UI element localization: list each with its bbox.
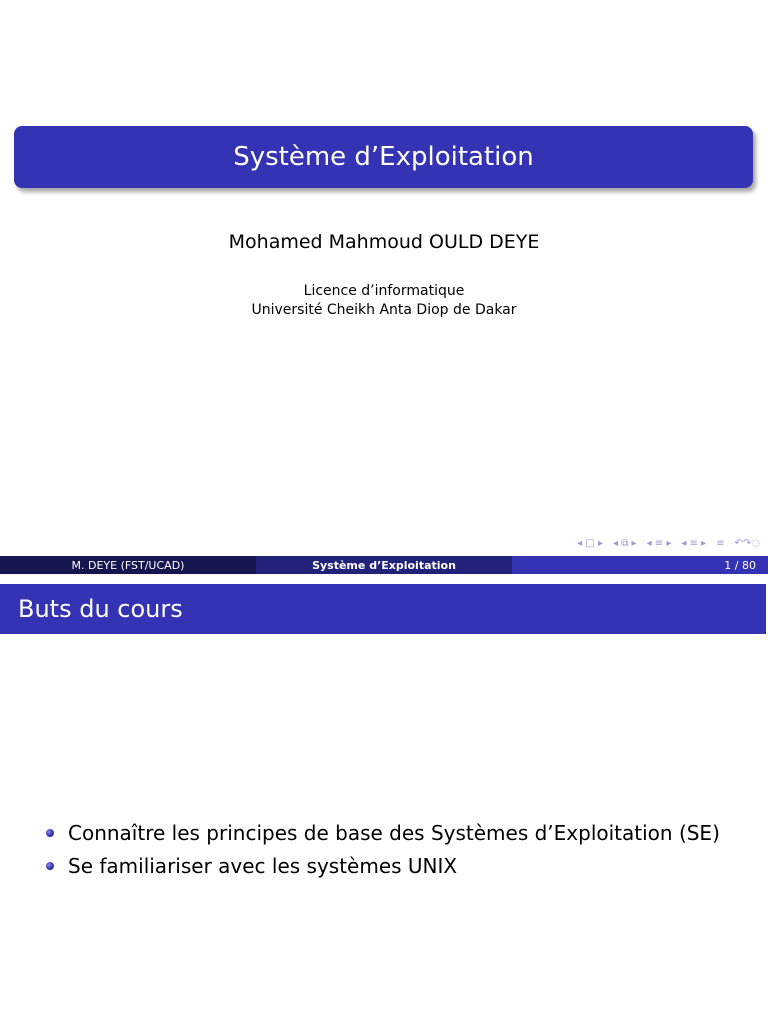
nav-subsection-icon[interactable]: ◂ ⧉ ▸ [613,538,637,549]
footline-title: Système d’Exploitation [256,556,512,574]
frame-title-bar [0,584,766,634]
author-name: Mohamed Mahmoud OULD DEYE [228,231,540,253]
navigation-symbols [577,538,760,549]
bullet-list [46,816,720,882]
bullet-icon [46,862,54,870]
list-item [46,849,720,882]
bullet-text: Se familiariser avec les systèmes UNIX [68,853,458,878]
bullet-icon [46,829,54,837]
presentation-title-box [14,126,753,188]
institute-line-2: Université Cheikh Anta Diop de Dakar [251,302,517,318]
nav-document-icon[interactable]: ◂ ≡ ▸ [681,538,707,549]
bullet-text: Connaître les principes de base des Systèmes d’Exploitation (SE) [68,820,720,845]
nav-section-icon[interactable]: ◂ ≡ ▸ [646,538,672,549]
list-item [46,816,720,849]
nav-search-icon[interactable]: ↶↷◌ [734,538,760,549]
footline-author: M. DEYE (FST/UCAD) [0,556,256,574]
nav-frame-icon[interactable]: ◂ □ ▸ [577,538,604,549]
frame-title: Buts du cours [18,595,183,623]
footline-page-number: 1 / 80 [512,556,768,574]
institute-line-1: Licence d’informatique [303,283,465,299]
footline [0,556,768,574]
nav-toc-icon[interactable]: ≡ [716,538,725,549]
presentation-title: Système d’Exploitation [233,142,534,172]
